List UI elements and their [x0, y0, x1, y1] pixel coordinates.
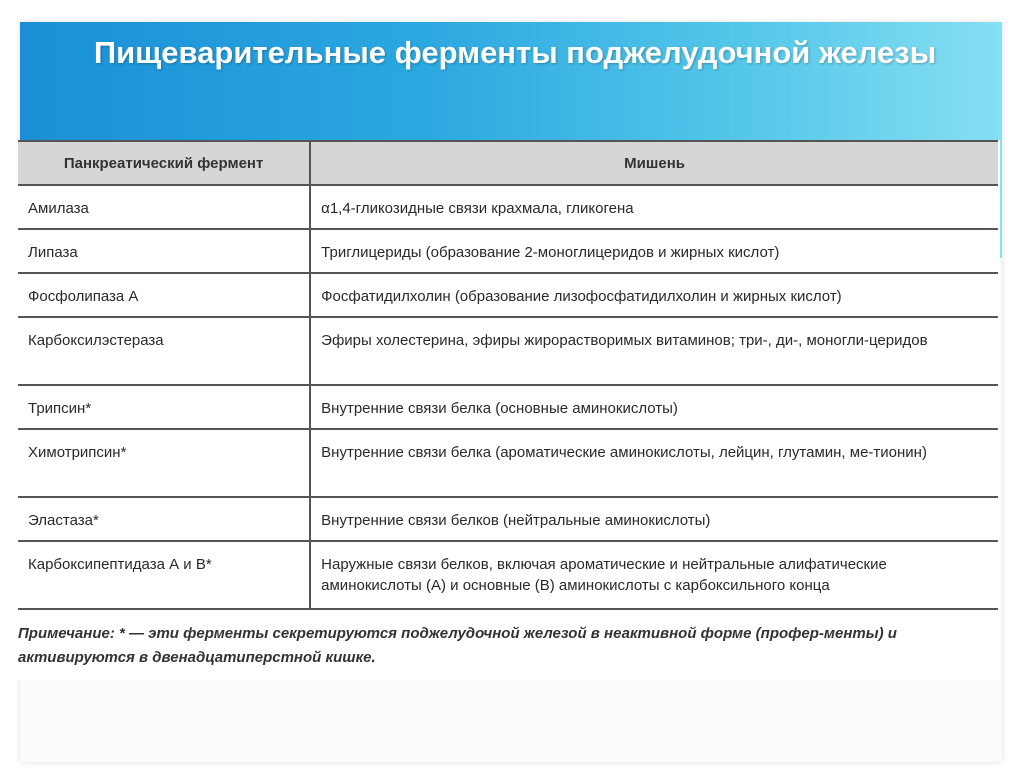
target-cell: Внутренние связи белков (нейтральные аминокислоты) — [310, 497, 998, 541]
table-footnote: Примечание: * — эти ферменты секретируются поджелудочной железой в неактивной форме (профер-менты) и активируются в двенадцатиперстной кишке. — [18, 625, 897, 666]
header-enzyme: Панкреатический фермент — [18, 141, 310, 185]
enzyme-cell: Карбоксипептидаза А и В* — [18, 541, 310, 609]
header-target: Мишень — [310, 141, 998, 185]
slide-title: Пищеварительные ферменты поджелудочной железы — [93, 35, 937, 70]
enzyme-cell: Фосфолипаза А — [18, 273, 310, 317]
target-cell: Эфиры холестерина, эфиры жирорастворимых витаминов; три-, ди-, моногли-церидов — [310, 317, 998, 385]
target-cell: Внутренние связи белка (основные аминокислоты) — [310, 385, 998, 429]
table-row — [18, 541, 998, 609]
table-row — [18, 185, 998, 229]
table-row — [18, 229, 998, 273]
enzyme-cell: Эластаза* — [18, 497, 310, 541]
table-row — [18, 429, 998, 497]
enzyme-table — [18, 140, 998, 610]
target-cell: Наружные связи белков, включая ароматические и нейтральные алифатические аминокислоты (А) и основные (В) аминокислоты с карбоксильного конца — [310, 541, 998, 609]
enzyme-cell: Химотрипсин* — [18, 429, 310, 497]
target-cell: Триглицериды (образование 2-моноглицеридов и жирных кислот) — [310, 229, 998, 273]
enzyme-cell: Карбоксилэстераза — [18, 317, 310, 385]
table-block — [14, 140, 1000, 680]
table-row — [18, 385, 998, 429]
table-row — [18, 497, 998, 541]
target-cell: Внутренние связи белка (ароматические аминокислоты, лейцин, глутамин, ме-тионин) — [310, 429, 998, 497]
target-cell: Фосфатидилхолин (образование лизофосфатидилхолин и жирных кислот) — [310, 273, 998, 317]
enzyme-cell: Амилаза — [18, 185, 310, 229]
enzyme-cell: Липаза — [18, 229, 310, 273]
table-row — [18, 273, 998, 317]
table-row — [18, 317, 998, 385]
enzyme-cell: Трипсин* — [18, 385, 310, 429]
target-cell: α1,4-гликозидные связи крахмала, гликогена — [310, 185, 998, 229]
table-header-row — [18, 141, 998, 185]
